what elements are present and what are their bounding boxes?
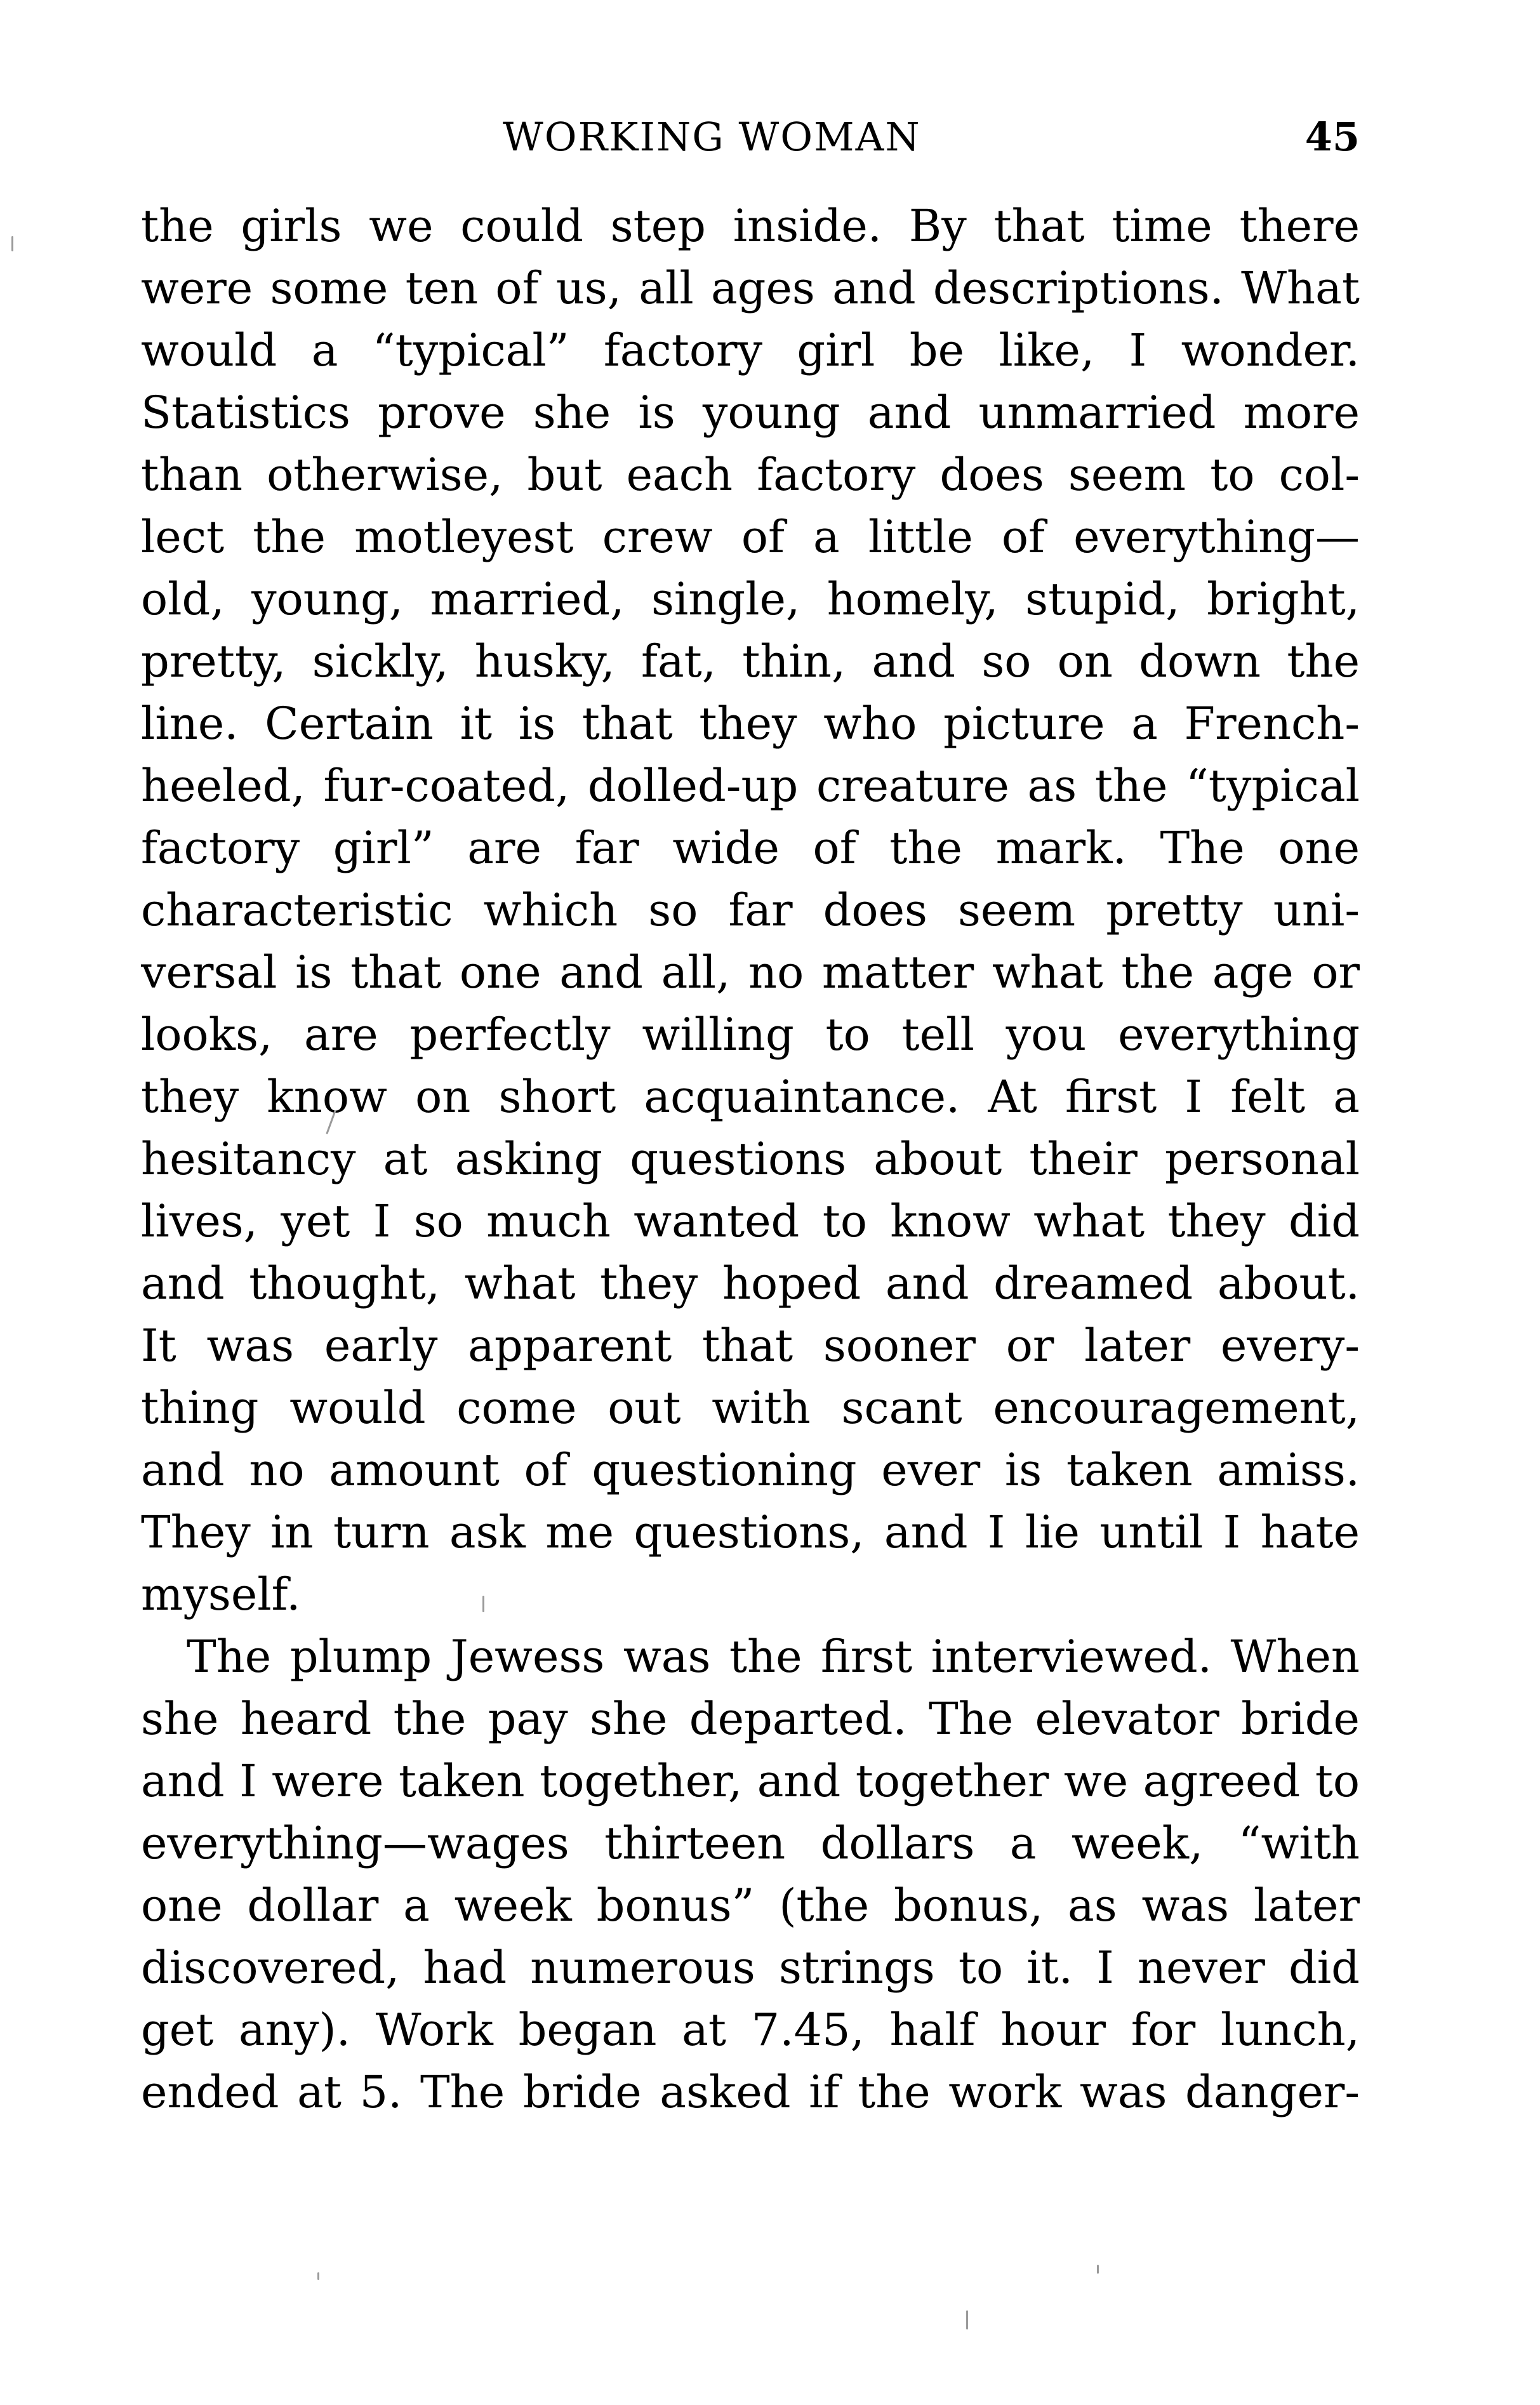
text-line: would a “typical” factory girl be like, I wonder. — [141, 324, 1360, 376]
text-line: and I were taken together, and together we agreed to — [141, 1755, 1360, 1807]
text-line: hesitancy at asking questions about their personal — [141, 1133, 1360, 1185]
text-line: thing would come out with scant encouragement, — [141, 1382, 1360, 1434]
text-line: The plump Jewess was the first interviewed. When — [187, 1631, 1360, 1683]
running-head — [141, 112, 1360, 162]
text-line: they know on short acquaintance. At first I felt a — [141, 1071, 1360, 1123]
text-line: one dollar a week bonus” (the bonus, as was later — [141, 1879, 1360, 1931]
paragraph — [141, 1626, 1360, 2123]
text-line: characteristic which so far does seem pretty uni- — [141, 884, 1360, 936]
text-line: heeled, fur-coated, dolled-up creature as the “typical — [141, 760, 1360, 812]
text-line: ended at 5. The bride asked if the work was danger- — [141, 2066, 1360, 2118]
text-line: were some ten of us, all ages and descriptions. What — [141, 262, 1360, 314]
text-line: looks, are perfectly willing to tell you everything — [141, 1009, 1360, 1061]
scan-speck — [11, 236, 13, 251]
body-text — [141, 195, 1360, 2123]
text-line: versal is that one and all, no matter what the age or — [141, 946, 1360, 998]
text-line: and no amount of questioning ever is taken amiss. — [141, 1444, 1360, 1496]
text-line: the girls we could step inside. By that time there — [141, 200, 1360, 252]
text-line: old, young, married, single, homely, stupid, bright, — [141, 573, 1360, 625]
text-line: get any). Work began at 7.45, half hour for lunch, — [141, 2004, 1360, 2056]
text-line: everything—wages thirteen dollars a week, “with — [141, 1817, 1360, 1869]
text-line: lect the motleyest crew of a little of everything— — [141, 511, 1360, 563]
page-number: 45 — [1304, 114, 1360, 160]
scan-speck — [1097, 2265, 1099, 2274]
scan-speck — [482, 1596, 484, 1612]
text-line: It was early apparent that sooner or later every- — [141, 1320, 1360, 1372]
text-line: than otherwise, but each factory does seem to col- — [141, 449, 1360, 501]
text-line: myself. — [141, 1568, 301, 1620]
running-title: WORKING WOMAN — [503, 114, 921, 160]
text-line: factory girl” are far wide of the mark. The one — [141, 822, 1360, 874]
text-line: she heard the pay she departed. The elevator bride — [141, 1693, 1360, 1745]
text-line: line. Certain it is that they who picture a French- — [141, 698, 1360, 750]
text-line: and thought, what they hoped and dreamed about. — [141, 1257, 1360, 1309]
paragraph-continued — [141, 195, 1360, 1626]
text-line: They in turn ask me questions, and I lie until I hate — [141, 1506, 1360, 1558]
text-line: lives, yet I so much wanted to know what they did — [141, 1195, 1360, 1247]
text-line: discovered, had numerous strings to it. I never did — [141, 1942, 1360, 1994]
scan-speck — [317, 2272, 319, 2280]
text-line: pretty, sickly, husky, fat, thin, and so on down the — [141, 635, 1360, 687]
scan-speck — [966, 2310, 968, 2329]
text-line: Statistics prove she is young and unmarried more — [141, 387, 1360, 439]
